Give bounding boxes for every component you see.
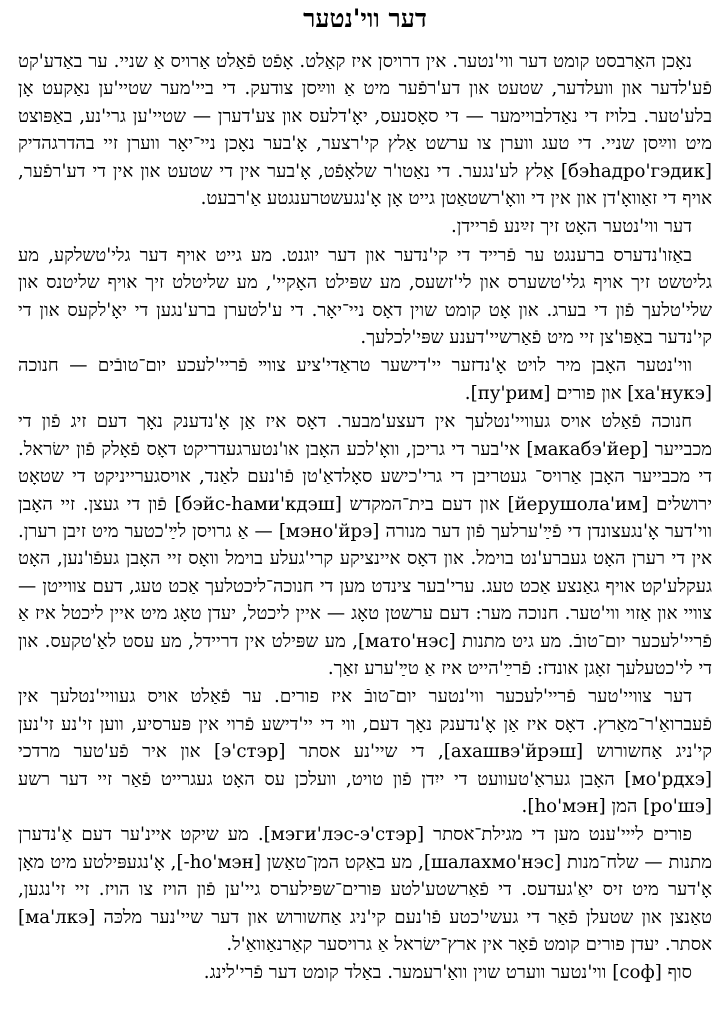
paragraph-winter-end: סוף [соф] ווי'נטער ווערט שוין וואַ'רעמער. באַלד קומט דער פֿרי'לינג.: [203, 962, 692, 984]
paragraph-purim-customs: פורים לייי'ענט מען די מגילת־אסתר [мэги'лэс-э'стэр]. מע שיקט איינ'ער דעם אַ'נדערן מתנות — שלח־מנות [шалахмо'нэс], מע באַקט המן־טאַשן [hо'мэн-], אָ'נגעפּילטע מיט מאָן אָ'דער מיט זיס יאַ'געדעס. די פֿאַרשטע'לטע פּורים־שפּילערס גיי'ען פֿון הויז צו הויז. זיי זי'נגען, טאַנצן און שטעלן פֿאַר די געשי'כטע פֿו'נעם קי'ניג אַחשורוש און דער שיי'נער מלכּה [ма'лкэ] אסתר. יעדן פורים קומט פֿאָר אין ארץ־ישׂראל אַ גרויסער קאַרנאַוואַ'ל.: [18, 824, 712, 955]
paragraph-winter-joys: דער ווי'נטער האָט זיך זײַנע פֿריידן.: [451, 216, 692, 238]
paragraph-two-holidays: ווי'נטער האָבן מיר לויט אָ'נדזער יי'דישער טראַדי'ציע צווײ פֿריי'לעכע יום־טובֿים — חנוכה [ха'нукэ] און פורים [пу'рим].: [18, 355, 712, 404]
paragraph-hanukkah: חנוכה פֿאַלט אויס געוויי'נטלעך אין דעצע'מבער. דאָס איז אַן אָ'נדענק נאָך דעם זיג פֿון די מכבייער [макабэ'йер] אי'בער די גריכן, וואָ'לכע האָבן או'נטערגעדריקט דאָס פֿאָלק פֿון ישׂראל. די מכבייער האָבן אַרויס־ געטריבן די גרי'כישע סאָלדאַ'טן פֿו'נעם לאַנד, אויסגערייניקט די שטאָט ירושלים [йерушола'им] און דעם בית־המקדש [бэйс-hами'кдэш] פֿון די געצן. זיי האָבן ווי'דער אָ'נגעצונדן די פֿײַ'ערלעך פֿון דער מנורה [мэно'йрэ] — אַ גרויסן לײַ'כטער מיט זיבן רערן. אין די רערן האָט געברע'נט בוימל. און דאָס איינציקע קרי'געלע בוימל וואָס זיי האָבן געפֿו'נען, האָט געקלע'קט אויף גאַנצע אַכט טעג. ערי'בער צינדט מען די חנוכה־ליכטלעך אַכט טעג, דעם צווייטן — צוויי און אַזוי ווי'טער. חנוכה מער: דעם ערשטן טאָג — איין ליכטל, יעדן טאָג מיט איין ליכטל איז אַ פֿריי'לעכער יום־טובֿ. מע גיט מתנות [мато'нэс], מע שפּילט אין דריידל, מע עסט לאַ'טקעס. און די לי'כטעלעך זאָגן אונדז: פֿרײַ'הייט איז אַ טײַ'ערע זאַך.: [18, 411, 713, 679]
page-title: דער ווי'נטער: [303, 4, 427, 33]
paragraph-purim: דער צוויי'טער פֿריי'לעכער ווי'נטער יום־טובֿ איז פורים. ער פֿאַלט אויס געוויי'נטלעך אין פֿעברואַ'ר־מאַרץ. דאָס איז אַן אָ'נדענק נאָך דעם, ווי די יי'דישע פֿרוי אין פּערסיע, ווען זי'נע זי'נען קי'ניג אַחשורוש [ахашвэ'йрэш], די שיי'נע אסתר [э'стэр] און איר פֿע'טער מרדכי [мо'рдхэ] האָבן געראַ'טעוועט די ייִדן פֿון טויט, וועלכן עס האָט געגרייט פֿאַר זיי דער רשע [ро'шэ] המן [hо'мэн].: [18, 686, 712, 817]
paragraph-children-games: באַזו'נדערס ברענגט ער פֿרייד די קי'נדער און דער יוגנט. מע גייט אויף דער גלי'טשלקע, מע גליטשט זיך אויף גלי'טשערס און לי'זשעס, מע שפּילט האָקיי', מע שליטלט זיך אויף שליטנס און שלי'טלעך פֿון די בערג. און אָט קומט שוין דאָס ניי־יאָר. די ע'לטערן ברע'נגען די יאָ'לקעס און די קי'נדער באַפּו'צן זיי מיט פֿאַרשיי'דענע שפּי'לכלעך.: [18, 244, 712, 349]
paragraph-winter-intro: נאָכן האַרבסט קומט דער ווי'נטער. אין דרויסן איז קאַלט. אָפֿט פֿאַלט אַרויס אַ שניי. ער באַדע'קט פֿע'לדער און וועלדער, שטעט און דע'רפֿער מיט אַ ווײַסן צודעק. די ביי'מער שטיי'ען נאַקעט אָן בלע'טער. בלויז די נאַדלבויימער — די סאָסנעס, יאָ'דלעס און צע'דערן — שטיי'ען גרי'נע, באַפּוצט מיט ווײַסן שניי. די טעג ווערן צו ערשט אַלץ קי'רצער, אָ'בער נאָכן ניי־יאָר ווערן זיי בהדרגהדיק [бэhадрo'гэдик] אַלץ לע'נגער. די נאַטו'ר שלאָפֿט, אָ'בער אין די שטעט און אין די דע'רפֿער, אויף די זאַוואָ'דן און אין די וואָ'רשטאַטן גייט אָן אָ'נגעשטרענגטע אַ'רבעט.: [18, 51, 712, 210]
